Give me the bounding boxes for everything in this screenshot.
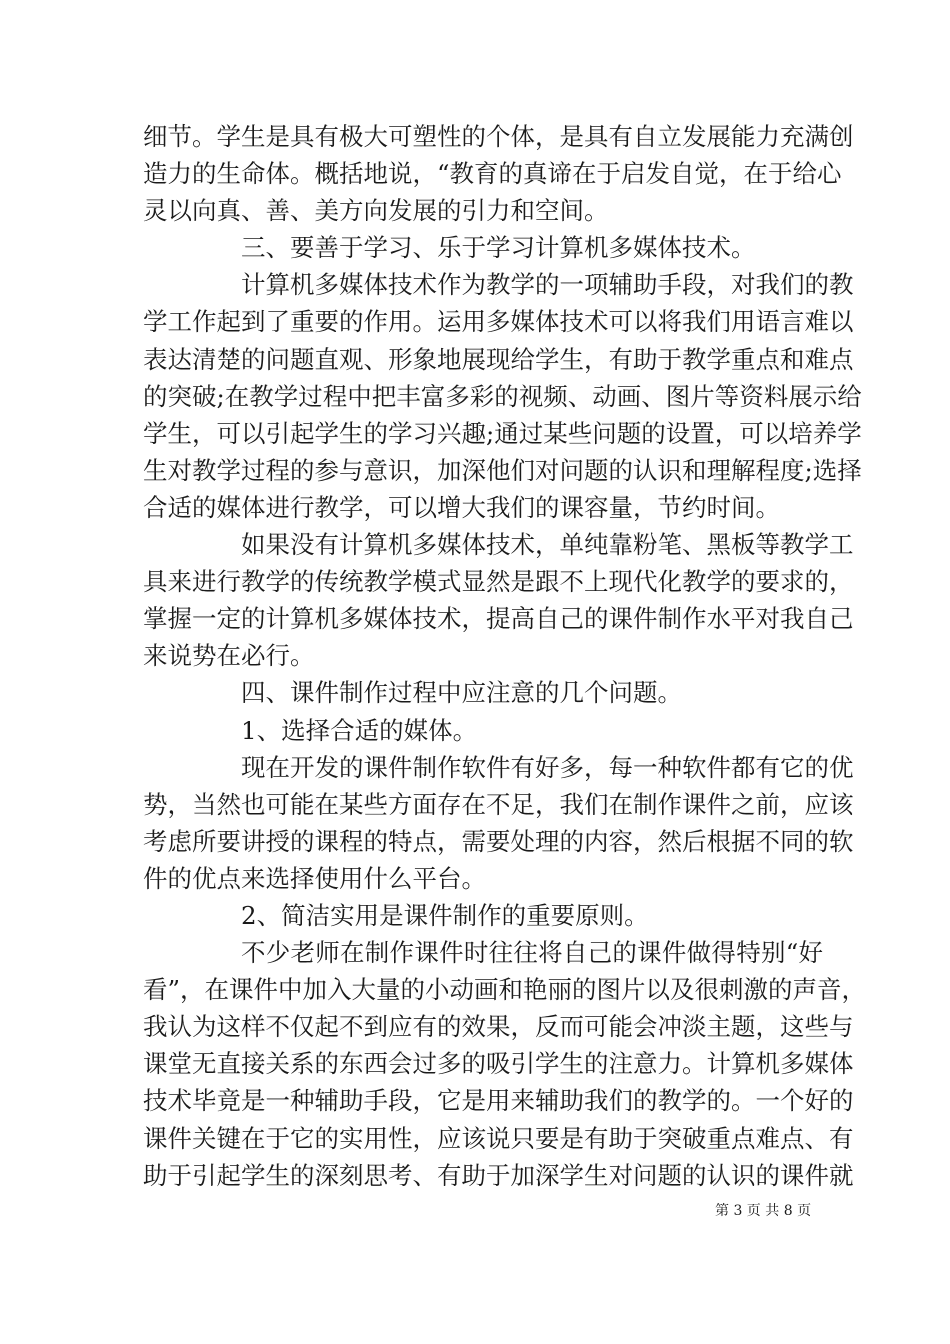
text-line: 如果没有计算机多媒体技术，单纯靠粉笔、黑板等教学工: [241, 530, 854, 560]
text-line: 势，当然也可能在某些方面存在不足，我们在制作课件之前，应该: [143, 789, 854, 819]
text-line: 学生，可以引起学生的学习兴趣;通过某些问题的设置，可以培养学: [143, 418, 862, 448]
page-number-footer: 第 3 页 共 8 页: [715, 1203, 812, 1219]
text-line: 课件关键在于它的实用性，应该说只要是有助于突破重点难点、有: [143, 1123, 854, 1153]
text-line: 件的优点来选择使用什么平台。: [143, 863, 486, 893]
text-line: 2、简洁实用是课件制作的重要原则。: [241, 900, 649, 930]
text-line: 看”，在课件中加入大量的小动画和艳丽的图片以及很刺激的声音，: [143, 975, 867, 1005]
text-line: 四、课件制作过程中应注意的几个问题。: [241, 678, 682, 708]
text-line: 学工作起到了重要的作用。运用多媒体技术可以将我们用语言难以: [143, 307, 854, 337]
text-line: 合适的媒体进行教学，可以增大我们的课容量，节约时间。: [143, 492, 780, 522]
text-line: 技术毕竟是一种辅助手段，它是用来辅助我们的教学的。一个好的: [143, 1086, 854, 1116]
text-line: 灵以向真、善、美方向发展的引力和空间。: [143, 196, 609, 226]
text-line: 表达清楚的问题直观、形象地展现给学生，有助于教学重点和难点: [143, 344, 854, 374]
text-line: 的突破;在教学过程中把丰富多彩的视频、动画、图片等资料展示给: [143, 381, 862, 411]
text-line: 现在开发的课件制作软件有好多，每一种软件都有它的优: [241, 752, 854, 782]
text-line: 计算机多媒体技术作为教学的一项辅助手段，对我们的教: [241, 270, 854, 300]
text-line: 具来进行教学的传统教学模式显然是跟不上现代化教学的要求的，: [143, 567, 854, 597]
text-line: 1、选择合适的媒体。: [241, 715, 478, 745]
text-line: 我认为这样不仅起不到应有的效果，反而可能会冲淡主题，这些与: [143, 1012, 854, 1042]
text-line: 掌握一定的计算机多媒体技术，提高自己的课件制作水平对我自己: [143, 604, 854, 634]
text-line: 助于引起学生的深刻思考、有助于加深学生对问题的认识的课件就: [143, 1160, 854, 1190]
document-body: [143, 118, 867, 1194]
text-line: 不少老师在制作课件时往往将自己的课件做得特别“好: [241, 938, 823, 968]
text-line: 来说势在必行。: [143, 641, 315, 671]
text-line: 三、要善于学习、乐于学习计算机多媒体技术。: [241, 233, 756, 263]
text-line: 造力的生命体。概括地说，“教育的真谛在于启发自觉，在于给心: [143, 159, 842, 189]
text-line: 考虑所要讲授的课程的特点，需要处理的内容，然后根据不同的软: [143, 826, 854, 856]
text-line: 生对教学过程的参与意识，加深他们对问题的认识和理解程度;选择: [143, 455, 862, 485]
text-line: 课堂无直接关系的东西会过多的吸引学生的注意力。计算机多媒体: [143, 1049, 854, 1079]
text-line: 细节。学生是具有极大可塑性的个体，是具有自立发展能力充满创: [143, 122, 854, 151]
